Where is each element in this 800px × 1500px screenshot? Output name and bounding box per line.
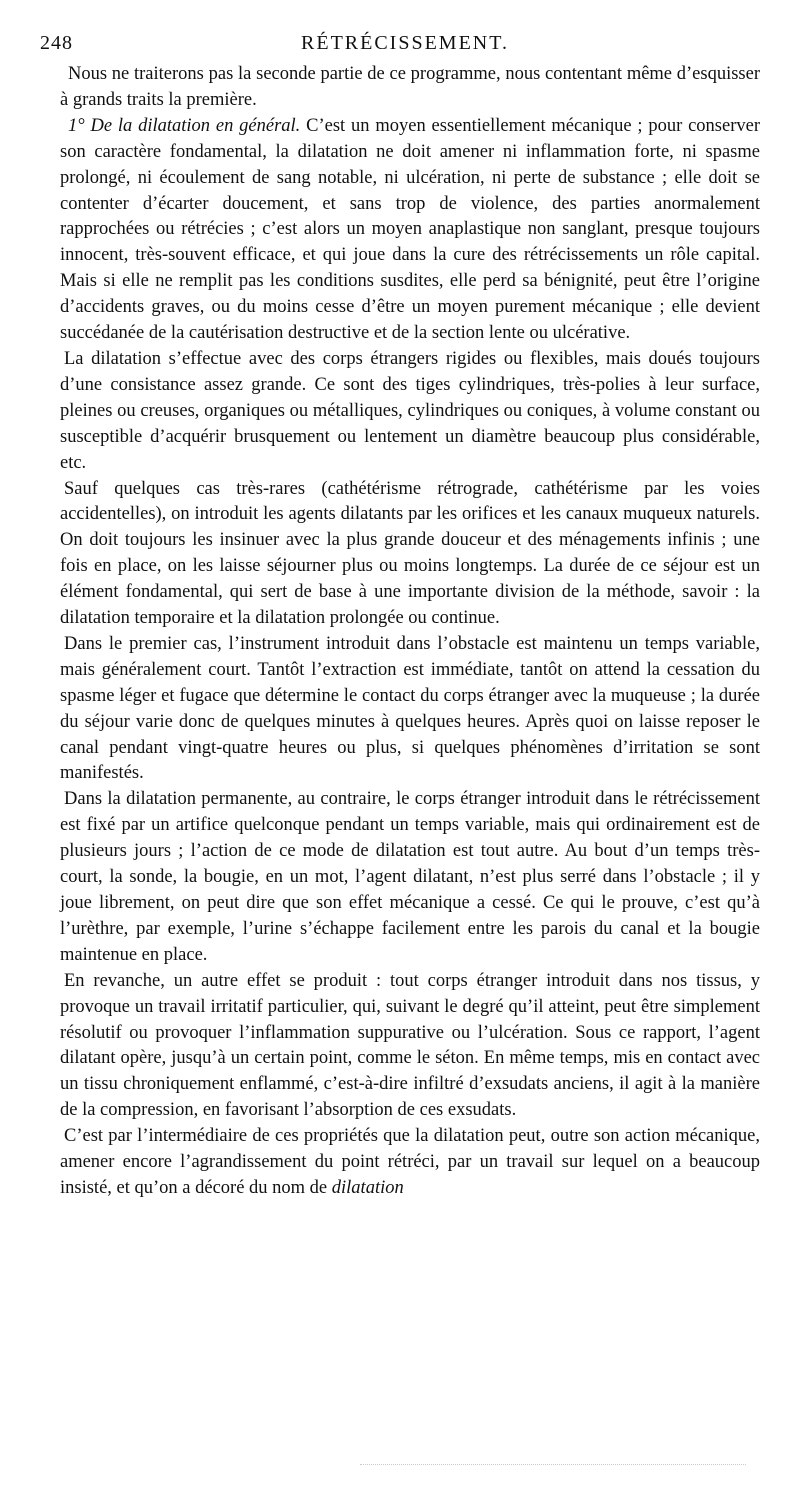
paragraph-8 bbox=[60, 1124, 760, 1202]
body-text bbox=[60, 62, 760, 1202]
paragraph-8-text: C’est par l’intermédiaire de ces propriétés que la dilatation peut, outre son action mécanique, amener encore l’agrandissement du point rétréci, par un travail sur lequel on a beaucoup insisté, et qu’on a décoré du nom de bbox=[60, 1126, 760, 1198]
paragraph-2-text: C’est un moyen essentiellement mécanique ; pour conserver son caractère fondamental, la dilatation ne doit amener ni inflammation forte, ni spasme prolongé, ni écoulement de sang notable, ni ulcération, ni perte de substance ; elle doit se contenter d’écarter doucement, et sans trop de violence, des parties anormalement rapprochées ou rétrécies ; c’est alors un moyen anaplastique non sanglant, presque toujours innocent, très-souvent efficace, et qui joue dans la cure des rétrécissements un rôle capital. Mais si elle ne remplit pas les conditions susdites, elle perd sa bénignité, peut être l’origine d’accidents graves, ou du moins cesse d’être un moyen purement mécanique ; elle devient succédanée de la cautérisation destructive et de la section lente ou ulcérative. bbox=[60, 115, 760, 344]
paragraph-5: Dans le premier cas, l’instrument introduit dans l’obstacle est maintenu un temps variable, mais généralement court. Tantôt l’extraction est immédiate, tantôt on attend la cessation du spasme léger et fugace que détermine le contact du corps étranger avec la muqueuse ; la durée du séjour varie donc de quelques minutes à quelques heures. Après quoi on laisse reposer le canal pendant vingt-quatre heures ou plus, si quelques phénomènes d’irritation se sont manifestés. bbox=[60, 633, 760, 784]
paragraph-1: Nous ne traiterons pas la seconde partie de ce programme, nous contentant même d’esquisser à grands traits la première. bbox=[60, 64, 760, 110]
paragraph-6: Dans la dilatation permanente, au contraire, le corps étranger introduit dans le rétrécissement est fixé par un artifice quelconque pendant un temps variable, mais qui ordinairement est de plusieurs jours ; l’action de ce mode de dilatation est tout autre. Au bout d’un temps très-court, la sonde, la bougie, en un mot, l’agent dilatant, n’est plus serré dans l’obstacle ; il y joue librement, on peut dire que son effet mécanique a cessé. Ce qui le prouve, c’est qu’à l’urèthre, par exemple, l’urine s’échappe facilement entre les parois du canal et la bougie maintenue en place. bbox=[60, 789, 760, 965]
paragraph-8-italic-end: dilatation bbox=[331, 1177, 404, 1198]
running-title: RÉTRÉCISSEMENT. bbox=[301, 32, 509, 54]
paragraph-3: La dilatation s’effectue avec des corps étrangers rigides ou flexibles, mais doués toujours d’une consistance assez grande. Ce sont des tiges cylindriques, très-polies à leur surface, pleines ou creuses, organiques ou métalliques, cylindriques ou coniques, à volume constant ou susceptible d’acquérir brusquement ou lentement un diamètre beaucoup plus considérable, etc. bbox=[60, 348, 760, 473]
page-number: 248 bbox=[40, 32, 73, 54]
paragraph-7: En revanche, un autre effet se produit : tout corps étranger introduit dans nos tissus, y provoque un travail irritatif particulier, qui, suivant le degré qu’il atteint, peut être simplement résolutif ou provoquer l’inflammation suppurative ou l’ulcération. Sous ce rapport, l’agent dilatant opère, jusqu’à un certain point, comme le séton. En même temps, mis en contact avec un tissu chroniquement enflammé, c’est-à-dire infiltré d’exsudats anciens, il agit à la manière de la compression, en favorisant l’absorption de ces exsudats. bbox=[60, 970, 760, 1121]
paragraph-2 bbox=[60, 114, 760, 347]
bottom-bleedthrough-line bbox=[360, 1464, 746, 1467]
section-heading: 1° De la dilatation en général. bbox=[68, 115, 301, 136]
paragraph-4: Sauf quelques cas très-rares (cathétérisme rétrograde, cathétérisme par les voies accidentelles), on introduit les agents dilatants par les orifices et les canaux muqueux naturels. On doit toujours les insinuer avec la plus grande douceur et des ménagements infinis ; une fois en place, on les laisse séjourner plus ou moins longtemps. La durée de ce séjour est un élément fondamental, qui sert de base à une importante division de la méthode, savoir : la dilatation temporaire et la dilatation prolongée ou continue. bbox=[60, 478, 760, 629]
page-header bbox=[40, 32, 770, 58]
